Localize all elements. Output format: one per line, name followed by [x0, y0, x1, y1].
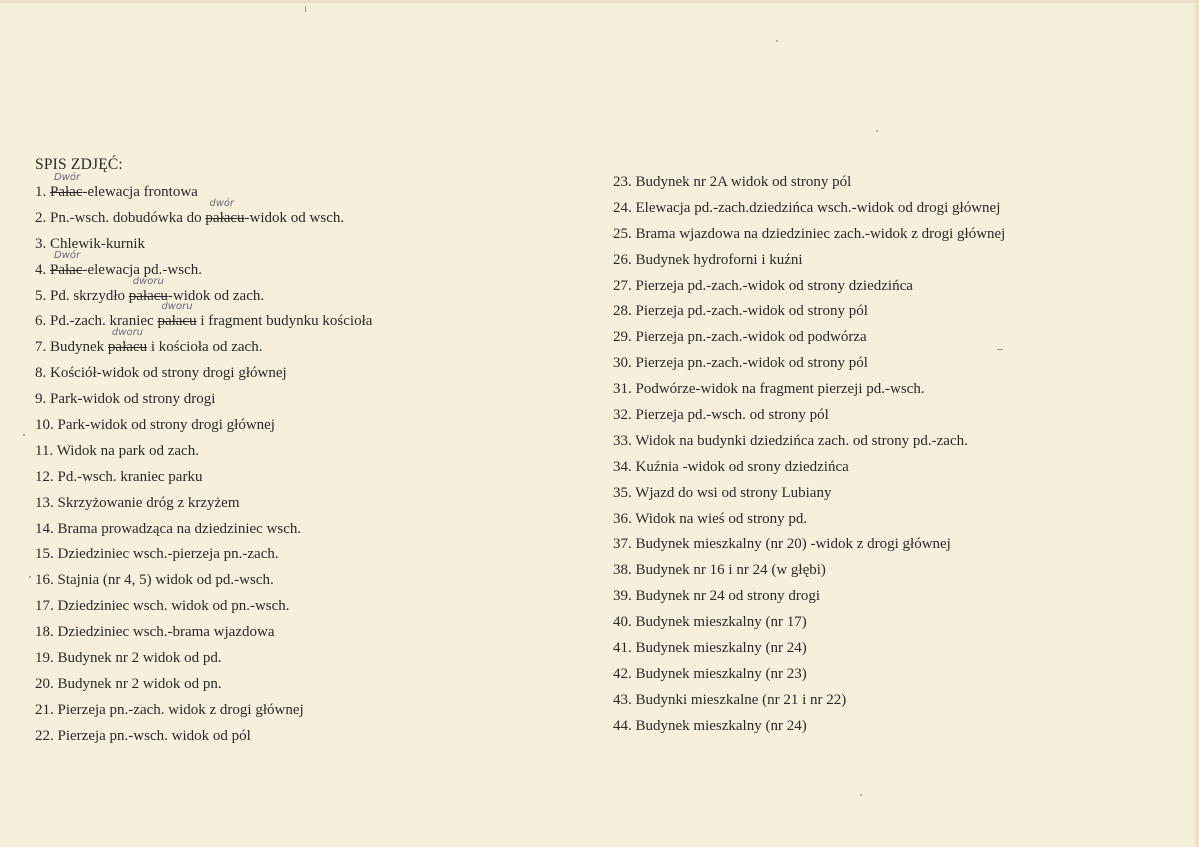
item-text: Kościół-widok od strony drogi głównej	[50, 365, 287, 382]
item-text: Budynek nr 24 od strony drogi	[635, 588, 821, 605]
scan-speck	[305, 6, 306, 12]
item-number: 37.	[613, 536, 636, 553]
photo-list-item	[613, 377, 1005, 403]
photo-list-item	[613, 636, 1005, 662]
handwritten-correction: dwór	[209, 197, 235, 209]
photo-list-item	[613, 170, 1005, 196]
item-text: i fragment budynku kościoła	[196, 313, 373, 330]
item-number: 23.	[613, 174, 636, 190]
item-number: 21.	[35, 701, 58, 718]
scan-speck	[776, 40, 778, 42]
item-number: 2.	[35, 209, 50, 226]
item-text: Pierzeja pn.-zach.-widok od podwórza	[635, 329, 867, 346]
item-text: Budynek nr 2A widok od strony pól	[635, 174, 852, 190]
item-number: 24.	[613, 199, 636, 216]
item-number: 40.	[613, 614, 636, 631]
photo-list-item	[35, 724, 372, 750]
item-number: 29.	[613, 329, 636, 346]
item-number: 11.	[35, 442, 57, 459]
photo-list-item	[35, 568, 372, 594]
item-number: 33.	[613, 432, 636, 449]
item-number: 27.	[613, 277, 636, 294]
item-text: Park-widok od strony drogi głównej	[57, 417, 275, 434]
item-text: Pierzeja pn.-wsch. widok od pól	[57, 727, 251, 744]
struck-word: pałacu dworu	[107, 327, 148, 356]
item-number: 13.	[35, 494, 58, 511]
item-text: Dziedziniec wsch. widok od pn.-wsch.	[57, 598, 290, 615]
item-text: Pierzeja pd.-zach.-widok od strony dziedzińca	[635, 277, 913, 294]
photo-list-item	[613, 196, 1005, 222]
photo-list-item	[613, 351, 1005, 377]
photo-list-item	[613, 248, 1005, 274]
photo-list-item	[613, 325, 1005, 351]
item-text: Budynek mieszkalny (nr 24)	[635, 640, 807, 657]
photo-list-item	[613, 714, 1005, 740]
photo-list-item	[613, 507, 1005, 533]
photo-list-item	[613, 429, 1005, 455]
item-text: Widok na budynki dziedzińca zach. od strony pd.-zach.	[635, 432, 968, 449]
item-text: Pd.-zach. kraniec	[50, 313, 158, 330]
item-text: Dziedziniec wsch.-brama wjazdowa	[57, 624, 275, 641]
item-number: 19.	[35, 650, 58, 667]
photo-list-item	[35, 542, 372, 568]
handwritten-correction: dworu	[161, 301, 193, 313]
item-text: Skrzyżowanie dróg z krzyżem	[57, 494, 240, 511]
item-text: Pierzeja pd.-wsch. od strony pól	[635, 407, 829, 424]
photo-list-item	[35, 439, 372, 465]
item-number: 34.	[613, 458, 636, 475]
item-text: Widok na park od zach.	[56, 442, 199, 459]
photo-list-item	[35, 232, 372, 258]
item-number: 16.	[35, 572, 58, 589]
item-text: Budynek mieszkalny (nr 17)	[635, 614, 807, 631]
photo-list-item	[613, 299, 1005, 325]
photo-list-item	[35, 301, 373, 335]
photo-list-item	[35, 327, 372, 361]
photo-list-item	[613, 532, 1005, 558]
page-title: SPIS ZDJĘĆ:	[35, 156, 123, 173]
item-text: -widok od wsch.	[244, 209, 345, 226]
photo-list-item	[613, 481, 1005, 507]
item-text: Chlewik-kurnik	[50, 235, 145, 252]
item-text: Pn.-wsch. dobudówka do	[50, 209, 206, 226]
item-text: Pierzeja pn.-zach.-widok od strony pól	[635, 355, 868, 372]
photo-list-item	[613, 274, 1005, 300]
item-number: 22.	[35, 727, 58, 744]
photo-list-item	[613, 688, 1005, 714]
item-text: Podwórze-widok na fragment pierzeji pd.-wsch.	[635, 381, 925, 398]
item-number: 35.	[613, 484, 636, 501]
photo-list-item	[35, 413, 372, 439]
item-text: Budynek mieszkalny (nr 23)	[635, 665, 807, 682]
item-number: 7.	[35, 339, 50, 356]
item-text: Pierzeja pd.-zach.-widok od strony pól	[635, 303, 868, 320]
item-number: 43.	[613, 691, 636, 708]
item-number: 10.	[35, 417, 58, 434]
photo-list-item	[35, 172, 372, 206]
item-number: 12.	[35, 468, 58, 485]
item-text: Budynek nr 16 i nr 24 (w głębi)	[635, 562, 826, 579]
item-text: Pd. skrzydło	[50, 287, 129, 304]
scan-speck	[23, 434, 25, 436]
photo-list-item	[35, 491, 372, 517]
item-text: Budynek mieszkalny (nr 24)	[635, 717, 807, 734]
item-number: 28.	[613, 303, 636, 320]
photo-list-item	[35, 646, 372, 672]
handwritten-correction: dworu	[132, 275, 164, 287]
item-number: 15.	[35, 546, 58, 563]
item-text: Brama wjazdowa na dziedziniec zach.-widok z drogi głównej	[635, 225, 1006, 242]
item-text: Budynki mieszkalne (nr 21 i nr 22)	[635, 691, 847, 708]
item-number: 9.	[35, 391, 50, 408]
item-text: Pierzeja pn.-zach. widok z drogi głównej	[57, 701, 304, 718]
handwritten-correction: dworu	[111, 327, 144, 339]
photo-list-item	[613, 222, 1005, 248]
photo-list-item	[35, 517, 372, 543]
struck-word: pałacu dworu	[128, 275, 168, 304]
item-number: 44.	[613, 717, 636, 734]
item-text: Budynek hydroforni i kuźni	[635, 251, 803, 268]
scan-speck	[860, 794, 862, 796]
photo-list-item	[35, 672, 372, 698]
photo-list-item	[613, 662, 1005, 688]
item-text: Wjazd do wsi od strony Lubiany	[635, 484, 832, 501]
item-number: 4.	[35, 261, 50, 278]
item-number: 38.	[613, 562, 636, 579]
item-text: i kościoła od zach.	[147, 339, 263, 356]
photo-list-item	[35, 275, 372, 313]
item-number: 25.	[613, 225, 636, 242]
item-number: 42.	[613, 665, 636, 682]
item-number: 18.	[35, 624, 58, 641]
item-text: Budynek mieszkalny (nr 20) -widok z drogi głównej	[635, 536, 951, 553]
photo-list-item	[613, 403, 1005, 429]
struck-word: Pałac Dwór	[50, 172, 83, 200]
handwritten-correction: Dwór	[54, 249, 81, 261]
item-number: 1.	[35, 184, 50, 200]
scan-speck	[997, 349, 1003, 350]
item-text: Stajnia (nr 4, 5) widok od pd.-wsch.	[57, 572, 274, 589]
photo-list-item	[613, 584, 1005, 610]
photo-list-item	[613, 558, 1005, 584]
item-number: 3.	[35, 235, 50, 252]
item-text: Elewacja pd.-zach.dziedzińca wsch.-widok od drogi głównej	[635, 199, 1001, 216]
item-text: Widok na wieś od strony pd.	[635, 510, 808, 527]
photo-list-item	[35, 698, 372, 724]
item-number: 17.	[35, 598, 58, 615]
scan-border-top	[0, 0, 1199, 3]
item-text: Dziedziniec wsch.-pierzeja pn.-zach.	[57, 546, 279, 563]
photo-list-right-column	[613, 170, 1005, 740]
photo-list-item	[35, 594, 372, 620]
item-number: 5.	[35, 287, 50, 304]
item-text: Budynek	[50, 339, 108, 356]
item-number: 31.	[613, 381, 636, 398]
item-text: Kuźnia -widok od srony dziedzińca	[635, 458, 849, 475]
photo-list-item	[35, 465, 372, 491]
photo-list-item	[35, 387, 372, 413]
struck-word: pałacu dworu	[157, 301, 197, 330]
struck-word: pałacu dwór	[205, 197, 245, 226]
photo-list-item	[613, 610, 1005, 636]
struck-word: Pałac Dwór	[50, 249, 83, 278]
scan-speck	[876, 130, 878, 132]
item-text: Budynek nr 2 widok od pn.	[57, 675, 222, 692]
handwritten-correction: Dwór	[54, 172, 81, 183]
item-text: -elewacja frontowa	[82, 184, 198, 200]
item-number: 14.	[35, 520, 58, 537]
scan-speck	[29, 576, 31, 578]
item-text: -widok od zach.	[167, 287, 265, 304]
scan-border-right	[1195, 0, 1199, 847]
photo-list-item	[35, 620, 372, 646]
photo-list-left-column	[35, 172, 373, 750]
photo-list-item	[35, 197, 372, 232]
item-number: 26.	[613, 251, 636, 268]
photo-list-item	[35, 361, 372, 387]
photo-list-item	[613, 455, 1005, 481]
item-number: 41.	[613, 640, 636, 657]
item-number: 20.	[35, 675, 58, 692]
item-text: Pd.-wsch. kraniec parku	[57, 468, 203, 485]
item-number: 8.	[35, 365, 50, 382]
photo-list-item	[35, 249, 372, 284]
item-number: 6.	[35, 313, 50, 330]
item-number: 32.	[613, 407, 636, 424]
item-number: 36.	[613, 510, 636, 527]
item-text: -elewacja pd.-wsch.	[82, 261, 203, 278]
item-number: 30.	[613, 355, 636, 372]
item-text: Park-widok od strony drogi	[50, 391, 216, 408]
item-text: Budynek nr 2 widok od pd.	[57, 650, 222, 667]
item-number: 39.	[613, 588, 636, 605]
item-text: Brama prowadząca na dziedziniec wsch.	[57, 520, 302, 537]
